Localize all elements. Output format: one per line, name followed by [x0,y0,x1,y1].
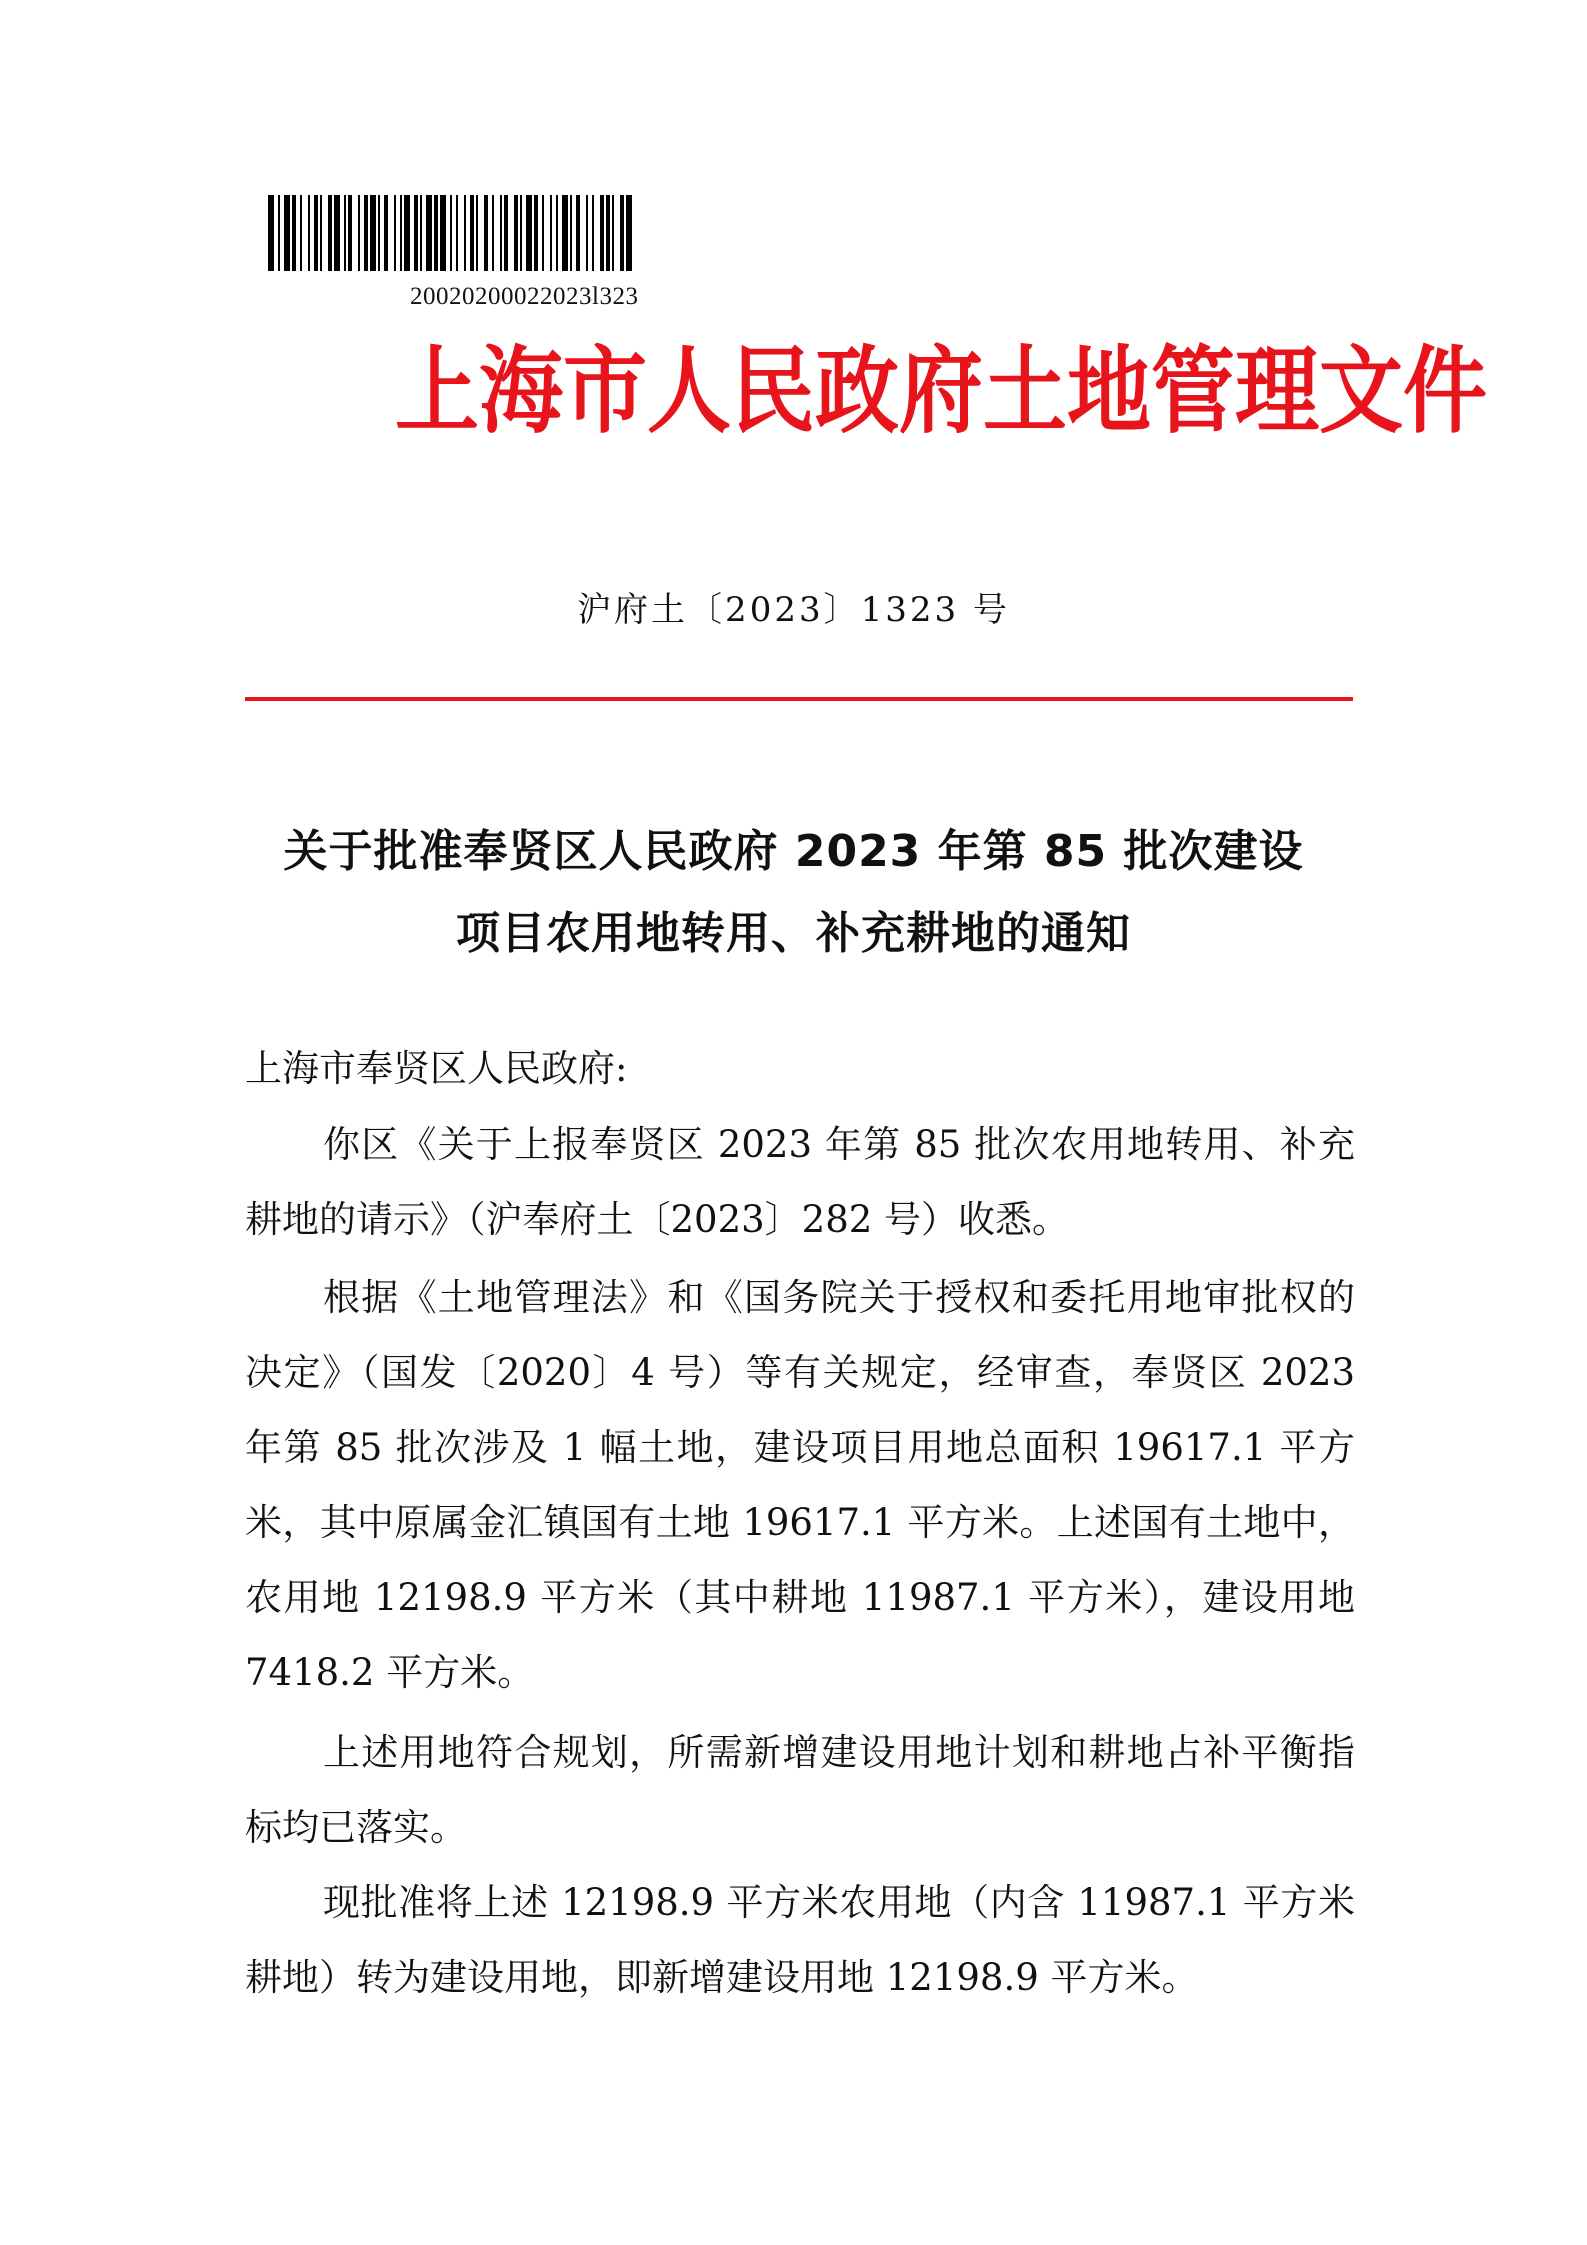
barcode-bar [500,195,502,271]
barcode-bar [484,195,488,271]
barcode-bar [404,195,410,271]
barcode-bar [514,195,518,271]
barcode-bar [620,195,624,271]
barcode-bar [504,195,508,271]
barcode-bar [470,195,474,271]
barcode-bar [278,195,280,271]
barcode-bar [426,195,432,271]
barcode-bar [586,195,588,271]
barcode-bar [370,195,376,271]
barcode-bar [526,195,532,271]
barcode-bar [378,195,380,271]
salutation: 上海市奉贤区人民政府: [245,1047,628,1090]
barcode-bar [534,195,538,271]
barcode-bar [570,195,572,271]
masthead-title: 上海市人民政府土地管理文件 [395,335,1488,446]
barcode-bar [292,195,296,271]
barcode-bar [440,195,446,271]
document-number: 沪府土〔2023〕1323 号 [577,590,1010,630]
barcode-bar [434,195,438,271]
barcode-bar [556,195,558,271]
barcode-bar [592,195,594,271]
barcode-bar [420,195,422,271]
barcode-bar [394,195,396,271]
red-divider-line [245,697,1353,701]
barcode-bar [562,195,568,271]
barcode-bar [284,195,290,271]
barcode-bar [320,195,322,271]
barcode-bar [600,195,604,271]
barcode-bar [344,195,346,271]
barcode-bar [300,195,302,271]
barcode-bar [328,195,332,271]
barcode-bar [612,195,614,271]
barcode-bar [456,195,458,271]
barcode-bar [542,195,544,271]
barcode-bar [520,195,522,271]
barcode [266,195,815,271]
barcode-bar [414,195,418,271]
barcode-bar [576,195,580,271]
barcode-bar [550,195,552,271]
barcode-bar [364,195,368,271]
barcode-bar [268,195,274,271]
barcode-bar [450,195,452,271]
barcode-bar [334,195,340,271]
paragraph-3: 上述用地符合规划，所需新增建设用地计划和耕地占补平衡指标均已落实。 [245,1731,1355,1849]
barcode-bar [384,195,388,271]
document-title-line-2: 项目农用地转用、补充耕地的通知 [456,908,1131,959]
barcode-bar [492,195,494,271]
paragraph-4: 现批准将上述 12198.9 平方米农用地（内含 11987.1 平方米耕地）转为建设用地，即新增建设用地 12198.9 平方米。 [245,1881,1355,1999]
barcode-bar [314,195,318,271]
barcode-bar [358,195,360,271]
barcode-bar [400,195,402,271]
paragraph-1: 你区《关于上报奉贤区 2023 年第 85 批次农用地转用、补充耕地的请示》（沪奉府土〔2023〕282 号）收悉。 [245,1123,1355,1241]
barcode-bar [348,195,352,271]
barcode-bar [308,195,310,271]
barcode-bar [606,195,610,271]
barcode-bar [464,195,466,271]
document-title-line-1: 关于批准奉贤区人民政府 2023 年第 85 批次建设 [283,826,1304,877]
paragraph-2: 根据《土地管理法》和《国务院关于授权和委托用地审批权的决定》（国发〔2020〕4 号）等有关规定，经审查，奉贤区 2023 年第 85 批次涉及 1 幅土地，建设项目用地总面积 19617.1 平方米，其中原属金汇镇国有土地 19617.1 平方米。上述国有土地中，农用地 12198.9 平方米（其中耕地 11987.1 平方米），建设用地 7418.2 平方米。 [245,1276,1355,1694]
barcode-bar [626,195,632,271]
barcode-number: 20020200022023l323 [410,283,639,310]
barcode-bar [476,195,478,271]
